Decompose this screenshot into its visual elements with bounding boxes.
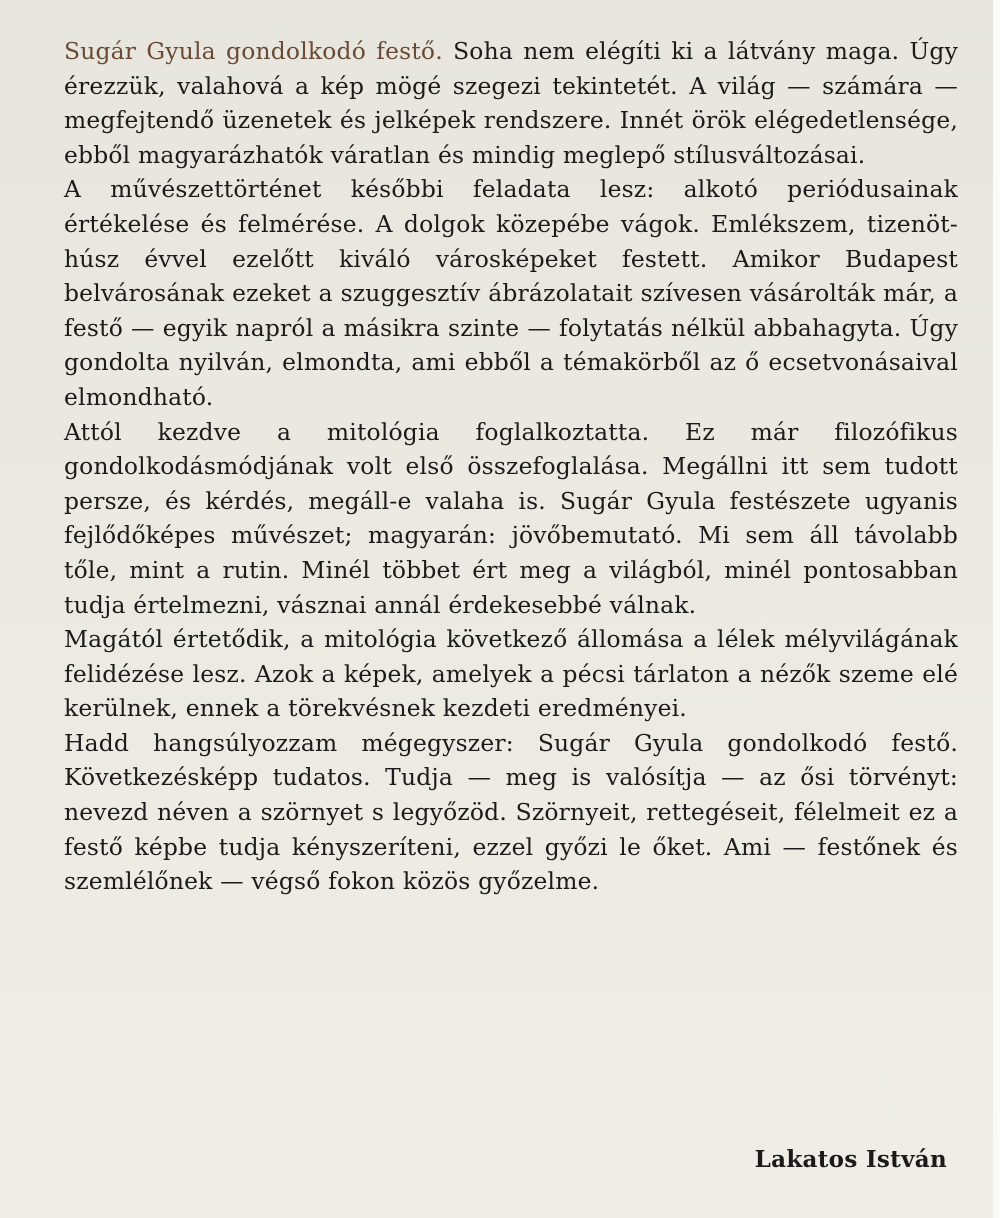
paragraph-4-text: Magától értetődik, a mitológia következő állomása a lélek mélyvilágának felidézése lesz. Azok a képek, amelyek a pécsi tárlaton a nézők szeme elé kerülnek, ennek a törekvésnek kezdeti eredményei. [64,625,958,723]
paragraph-3-text: Attól kezdve a mitológia foglalkoztatta. Ez már filozófikus gondolkodásmódjának volt első összefoglalása. Megállni itt sem tudott persze, és kérdés, megáll-e valaha is. Sugár Gyula festészete ugyanis fejlődőképes művészet; magyarán: jövőbemutató. Mi sem áll távolabb tőle, mint a rutin. Minél többet ért meg a világból, minél pontosabban tudja értelmezni, vásznai annál érdekesebbé válnak. [64,417,958,619]
paper-edge [993,0,1000,1218]
paragraph-2 [64,172,958,414]
article-body [64,34,958,899]
paragraph-2-text: A művészettörténet későbbi feladata lesz: alkotó periódusainak értékelése és felmérése. A dolgok közepébe vágok. Emlékszem, tizenöt-húsz évvel ezelőtt kiváló városképeket festett. Amikor Budapest belvárosának ezeket a szuggesztív ábrázolatait szívesen vásárolták már, a festő — egyik napról a másikra szinte — folytatás nélkül abbahagyta. Úgy gondolta nyilván, elmondta, ami ebből a témakörből az ő ecsetvonásaival elmondható. [64,175,958,411]
paragraph-3 [64,415,958,623]
paragraph-5 [64,726,958,899]
paragraph-1-text: Soha nem elégíti ki a látvány maga. Úgy érezzük, valahová a kép mögé szegezi tekintetét. A világ — számára — megfejtendő üzenetek és jelképek rendszere. Innét örök elégedetlensége, ebből magyarázhatók váratlan és mindig meglepő stílusváltozásai. [64,37,958,169]
paragraph-5-text: Hadd hangsúlyozzam mégegyszer: Sugár Gyula gondolkodó festő. Következésképp tudatos. Tudja — meg is valósítja — az ősi törvényt: nevezd néven a szörnyet s legyőzöd. Szörnyeit, rettegéseit, félelmeit ez a festő képbe tudja kényszeríteni, ezzel győzi le őket. Ami — festőnek és szemlélőnek — végső fokon közös győzelme. [64,728,958,896]
paragraph-1-lead: Sugár Gyula gondolkodó festő. [64,37,443,65]
paragraph-4 [64,622,958,726]
paragraph-1 [64,34,958,172]
author-signature: Lakatos István [754,1146,947,1173]
